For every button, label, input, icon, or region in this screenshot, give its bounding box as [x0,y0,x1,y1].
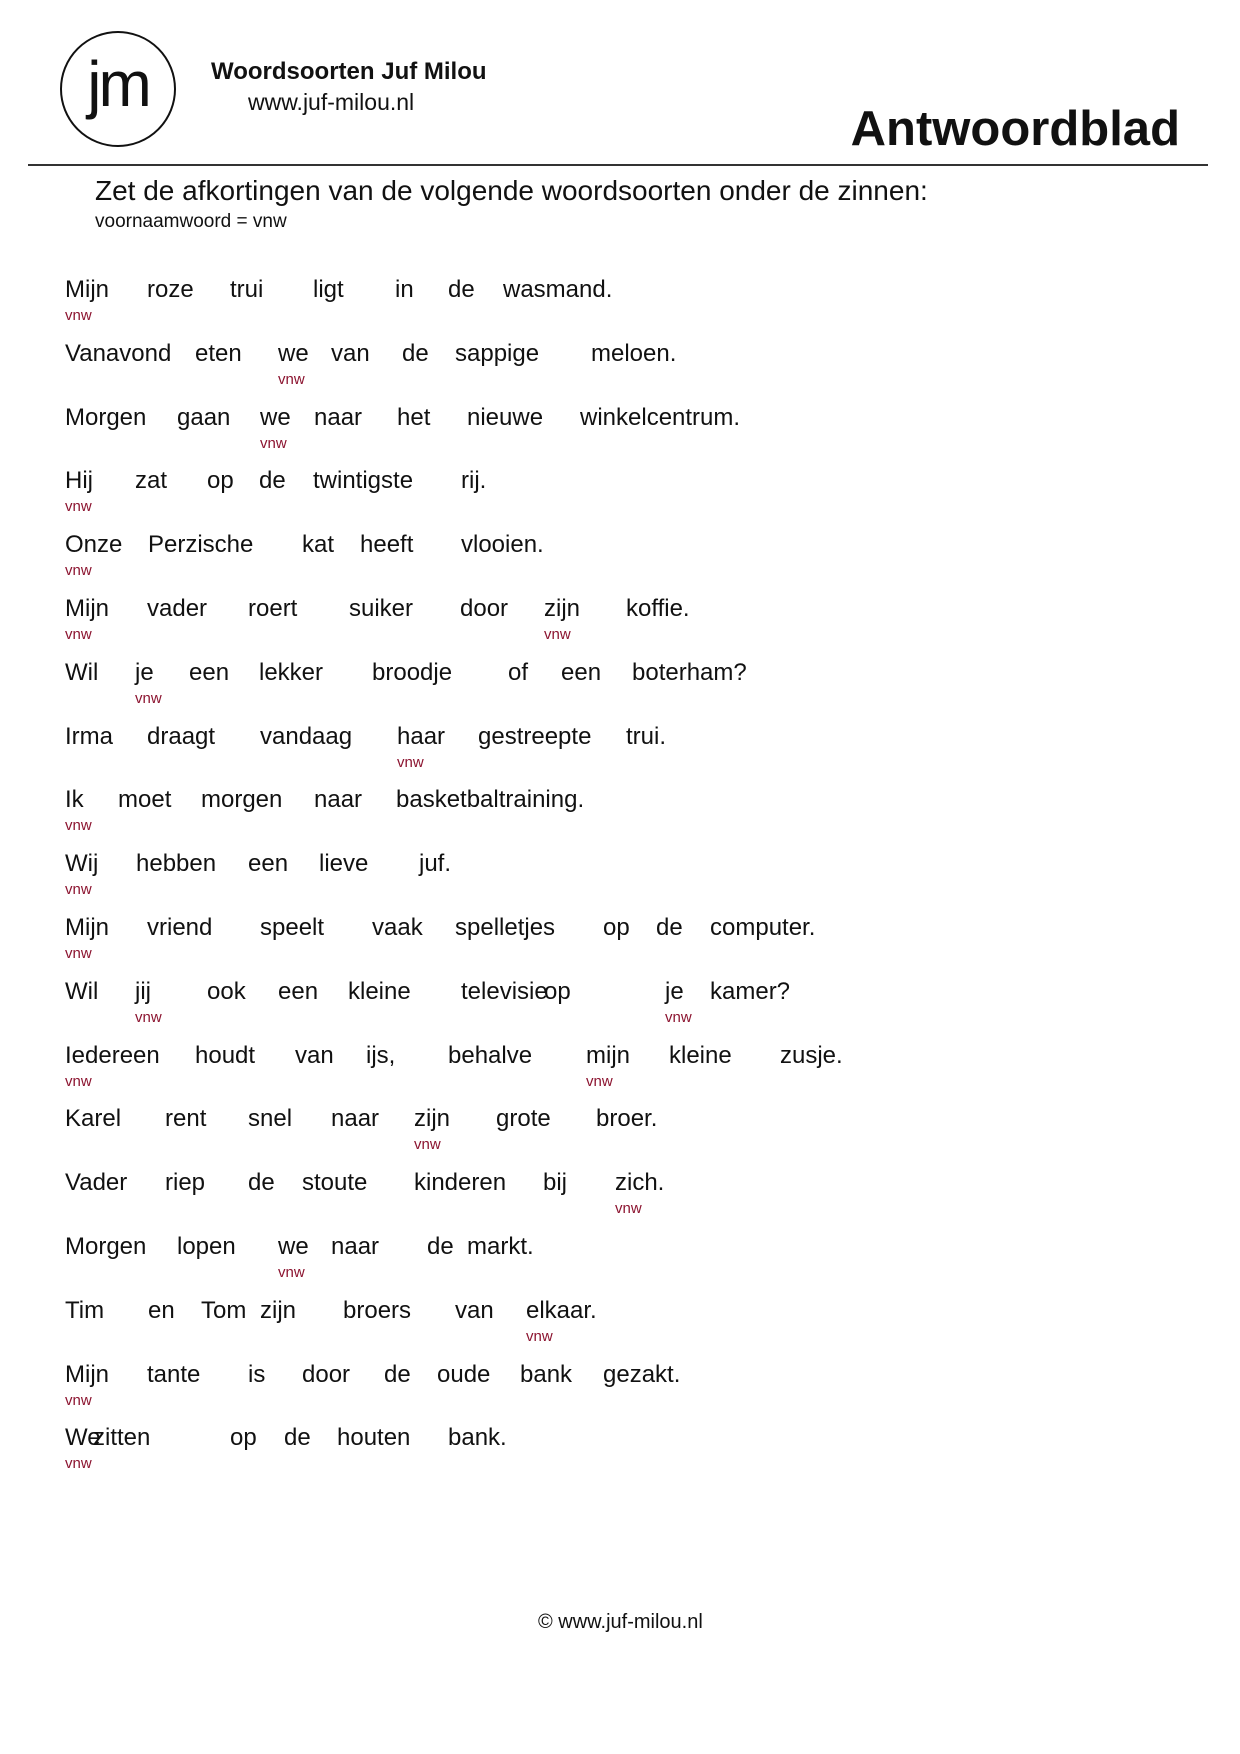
sentence-word: boterham? [632,658,747,686]
sentence-word: van [331,339,370,367]
word-type-tag: vnw [615,1200,642,1218]
sentence-row [0,1042,1240,1102]
sentence-word: ook [207,977,246,1005]
sentence-word: we [260,403,291,431]
sentence-word: moet [118,786,172,814]
page-title: Antwoordblad [850,102,1180,156]
sentence-word: snel [248,1105,293,1133]
sentence-word: of [508,658,529,686]
sentence-row [0,1169,1240,1229]
word-type-tag: vnw [65,1455,92,1473]
sentence-word: Mijn [65,1360,110,1388]
word-type-tag: vnw [65,881,92,899]
sentence-word: rent [165,1105,207,1133]
sentence-word: markt. [467,1233,534,1260]
word-type-tag: vnw [135,1008,162,1026]
sentence-word: stoute [302,1169,368,1197]
sentence-word: Morgen [65,403,147,431]
site-title: Woordsoorten Juf Milou [211,58,487,85]
sentence-word: roze [147,276,194,303]
sentence-word: door [302,1360,351,1388]
sentence-word: houdt [195,1041,256,1069]
sentence-word: van [295,1041,334,1069]
sentence-word: lopen [177,1233,236,1260]
sentence-row [0,276,1240,336]
sentence-word: broers [343,1296,412,1324]
sentence-word: ijs, [366,1041,396,1069]
sentence-word: bij [543,1169,568,1197]
sentence-word: behalve [448,1041,533,1069]
sentence-word: Vader [65,1169,128,1197]
sentence-word: het [397,403,431,431]
sentence-word: roert [248,595,298,622]
word-type-tag: vnw [665,1008,692,1026]
sentence-word: elkaar. [526,1296,597,1324]
sentence-word: gaan [177,403,231,431]
sentence-word: winkelcentrum. [580,403,741,431]
sentence-word: naar [314,403,363,431]
sentence-row [0,850,1240,910]
sentence-word: Mijn [65,595,110,622]
sentence-word: Tim [65,1296,105,1324]
word-type-tag: vnw [65,1072,92,1090]
sentence-word: computer. [710,914,816,941]
word-type-tag: vnw [65,945,92,962]
word-type-tag: vnw [278,370,305,388]
sentence-word: de [427,1233,454,1260]
sentence-word: We [65,1424,101,1452]
sentence-word: Morgen [65,1233,147,1260]
sentence-row [0,531,1240,591]
sentence-word: op [603,914,630,941]
sentence-word: morgen [201,786,283,814]
sentence-word: kleine [348,977,411,1005]
sentence-word: grote [496,1105,551,1133]
sentence-row [0,786,1240,846]
sentence-word: Karel [65,1105,122,1133]
sentence-word: kleine [669,1041,732,1069]
sentence-word: Wil [65,977,99,1005]
sentence-word: nieuwe [467,403,544,431]
sentence-word: rij. [461,467,487,495]
sentence-word: twintigste [313,467,414,495]
sentence-word: een [189,658,230,686]
sentence-word: Ik [65,786,84,814]
sentence-word: kat [302,531,335,559]
sentence-word: ligt [313,276,344,303]
sentence-word: en [148,1296,175,1324]
word-type-tag: vnw [135,689,162,707]
sentence-word: Hij [65,467,93,495]
sentence-word: vader [147,595,208,622]
sentence-word: wasmand. [503,276,613,303]
sentence-word: in [395,276,414,303]
sentence-word: Irma [65,722,113,750]
sentence-word: lieve [319,850,369,878]
sentence-word: op [207,467,234,495]
sentence-word: jij [135,977,151,1005]
sentence-word: broodje [372,658,453,686]
sentence-word: houten [337,1424,411,1452]
sentence-word: bank. [448,1424,507,1452]
sentence-word: zijn [260,1296,297,1324]
sentence-word: televisie [461,977,548,1005]
sentence-word: vandaag [260,722,353,750]
word-type-tag: vnw [260,434,287,452]
footer: © www.juf-milou.nl [538,1611,703,1633]
sentence-row [0,404,1240,464]
sentence-word: kinderen [414,1169,507,1197]
legend: voornaamwoord = vnw [95,211,287,232]
sentence-word: trui. [626,722,667,750]
sentence-row [0,1233,1240,1293]
sentence-word: een [278,977,319,1005]
sentence-word: van [455,1296,494,1324]
sentence-row [0,659,1240,719]
sentence-word: hebben [136,850,217,878]
sentence-word: op [544,977,571,1005]
sentence-word: zijn [414,1105,451,1133]
sentence-word: Iedereen [65,1041,160,1069]
sentence-row [0,1105,1240,1165]
sentence-word: zusje. [780,1041,843,1069]
sentence-word: mijn [586,1041,631,1069]
sentence-row [0,1297,1240,1357]
word-type-tag: vnw [526,1327,553,1345]
word-type-tag: vnw [586,1072,613,1090]
word-type-tag: vnw [278,1264,305,1281]
word-type-tag: vnw [65,1391,92,1409]
word-type-tag: vnw [414,1136,441,1154]
sentence-word: koffie. [626,595,690,622]
word-type-tag: vnw [397,753,424,771]
sentence-row [0,723,1240,783]
sentence-word: de [259,467,286,495]
logo-text: jm [87,48,149,120]
word-type-tag: vnw [544,626,571,643]
sentence-word: tante [147,1360,201,1388]
word-type-tag: vnw [65,498,92,516]
sentence-word: trui [230,276,264,303]
sentence-row [0,340,1240,400]
sentence-word: eten [195,339,242,367]
sentence-word: Mijn [65,276,110,303]
sentence-word: we [278,339,309,367]
site-url: www.juf-milou.nl [248,89,415,115]
sentence-word: kamer? [710,977,791,1005]
sentence-word: is [248,1360,266,1388]
sentence-word: naar [331,1233,380,1260]
sentence-word: je [665,977,684,1005]
sentence-row [0,595,1240,655]
sentence-word: zijn [544,595,581,622]
sentence-word: broer. [596,1105,658,1133]
word-type-tag: vnw [65,307,92,324]
sentence-word: zich. [615,1169,665,1197]
sentence-word: spelletjes [455,914,556,941]
sentence-word: de [248,1169,275,1197]
sentence-word: sappige [455,339,540,367]
sentence-word: gestreepte [478,722,592,750]
sentence-word: Mijn [65,914,110,941]
sentence-word: de [284,1424,311,1452]
sentence-row [0,1361,1240,1421]
sentence-word: Perzische [148,531,254,559]
sentence-word: de [448,276,475,303]
sentence-word: door [460,595,509,622]
sentence-word: suiker [349,595,414,622]
sentence-word: lekker [259,658,324,686]
instruction: Zet de afkortingen van de volgende woordsoorten onder de zinnen: [95,175,928,206]
sentence-word: de [384,1360,411,1388]
sentence-word: naar [314,786,363,814]
sentence-word: draagt [147,722,216,750]
sentence-word: we [278,1233,309,1260]
word-type-tag: vnw [65,817,92,835]
sentence-word: op [230,1424,257,1452]
sentence-word: zat [135,467,168,495]
sentence-word: oude [437,1360,491,1388]
sentence-word: heeft [360,531,414,559]
sentence-word: vriend [147,914,213,941]
sentence-word: zitten [93,1424,151,1452]
sentence-word: vaak [372,914,423,941]
sentence-row [0,467,1240,527]
sentence-word: haar [397,722,446,750]
sentence-word: riep [165,1169,206,1197]
word-type-tag: vnw [65,562,92,580]
sentence-word: bank [520,1360,573,1388]
sentence-word: speelt [260,914,325,941]
sentence-word: Wil [65,658,99,686]
sentence-word: gezakt. [603,1360,681,1388]
sentence-word: Tom [201,1296,247,1324]
sentence-word: Wij [65,850,99,878]
sentence-word: basketbaltraining. [396,786,585,814]
sentence-row [0,914,1240,974]
word-type-tag: vnw [65,626,92,643]
sentence-word: Onze [65,531,123,559]
sentence-word: naar [331,1105,380,1133]
sentence-word: je [135,658,154,686]
sentence-word: de [656,914,683,941]
sentence-word: de [402,339,429,367]
sentence-word: een [561,658,602,686]
sentence-word: vlooien. [461,531,544,559]
sentence-row [0,1424,1240,1484]
sentence-word: een [248,850,289,878]
sentence-word: meloen. [591,339,677,367]
sentence-word: Vanavond [65,339,172,367]
sentence-row [0,978,1240,1038]
sentence-word: juf. [419,850,452,878]
